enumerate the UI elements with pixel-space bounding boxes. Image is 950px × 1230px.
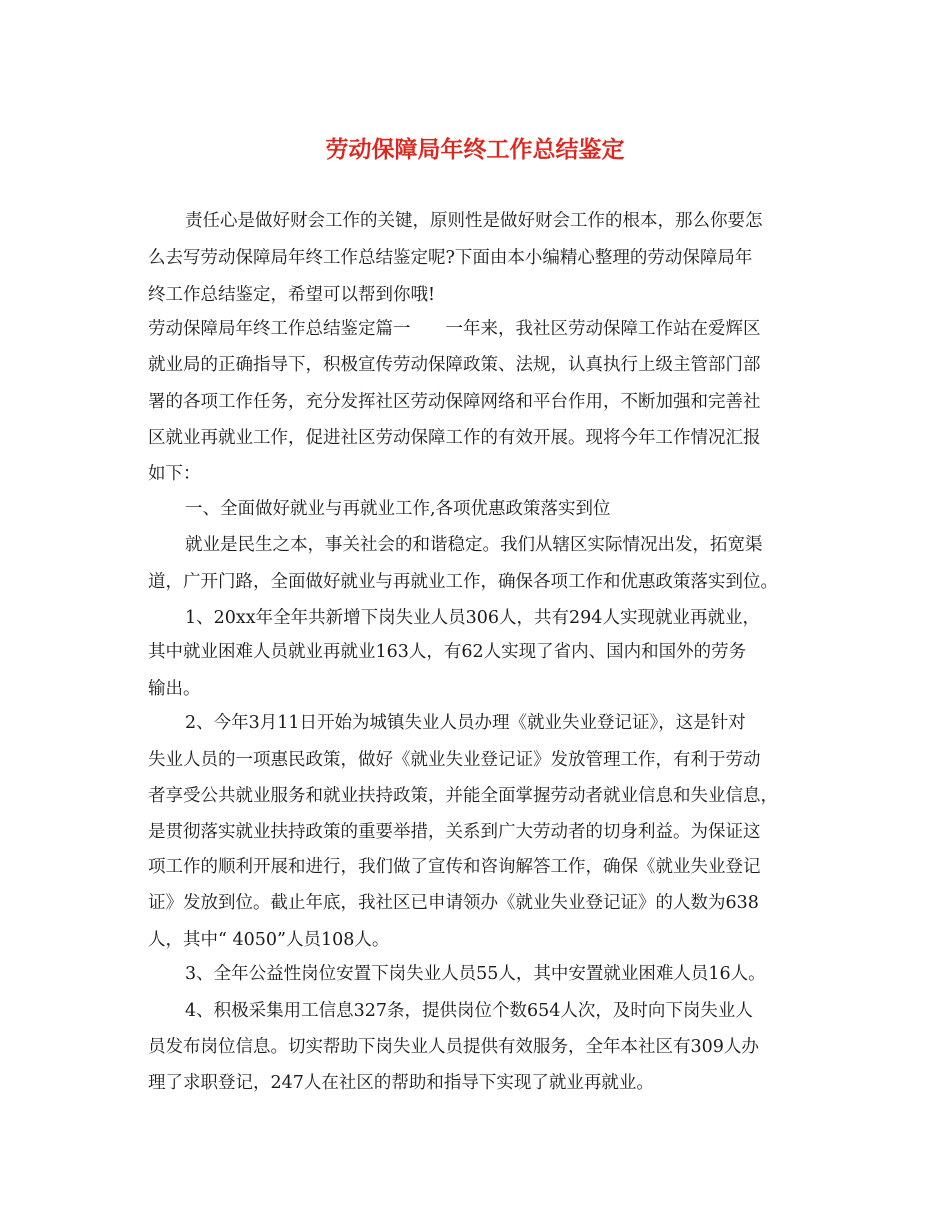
paragraph-line: 劳动保障局年终工作总结鉴定篇一 一年来，我社区劳动保障工作站在爱辉区 [148,319,761,339]
paragraph-line: 就业局的正确指导下，积极宣传劳动保障政策、法规，认真执行上级主管部门部 [148,355,761,375]
paragraph-line: 署的各项工作任务，充分发挥社区劳动保障网络和平台作用，不断加强和完善社 [148,392,761,412]
paragraph-line: 理了求职登记，247人在社区的帮助和指导下实现了就业再就业。 [148,1073,654,1093]
paragraph-line: 输出。 [148,679,201,699]
paragraph-line: 者享受公共就业服务和就业扶持政策，并能全面掌握劳动者就业信息和失业信息， [148,786,778,806]
paragraph-line: 是贯彻落实就业扶持政策的重要举措，关系到广大劳动者的切身利益。为保证这 [148,822,761,842]
paragraph-line: 失业人员的一项惠民政策，做好《就业失业登记证》发放管理工作，有利于劳动 [148,750,761,770]
paragraph-line: 员发布岗位信息。切实帮助下岗失业人员提供有效服务，全年本社区有309人办 [148,1037,759,1057]
paragraph-line: 人，其中“ 4050”人员108人。 [148,930,390,950]
paragraph-line: 道，广开门路，全面做好就业与再就业工作，确保各项工作和优惠政策落实到位。 [148,572,778,592]
paragraph-line: 其中就业困难人员就业再就业163人，有62人实现了省内、国内和国外的劳务 [148,642,747,662]
paragraph-line: 证》发放到位。截止年底，我社区已申请领办《就业失业登记证》的人数为638 [148,893,759,913]
paragraph-line: 4、积极采集用工信息327条，提供岗位个数654人次，及时向下岗失业人 [185,1001,753,1021]
paragraph-line: 1、20xx年全年共新增下岗失业人员306人，共有294人实现就业再就业， [185,608,760,628]
paragraph-line: 责任心是做好财会工作的关键，原则性是做好财会工作的根本，那么你要怎 [185,211,763,231]
paragraph-line: 3、全年公益性岗位安置下岗失业人员55人，其中安置就业困难人员16人。 [185,964,766,984]
paragraph-line: 2、今年3月11日开始为城镇失业人员办理《就业失业登记证》，这是针对 [185,713,746,733]
paragraph-line: 如下： [148,464,201,484]
paragraph-line: 区就业再就业工作，促进社区劳动保障工作的有效开展。现将今年工作情况汇报 [148,428,761,448]
section-heading: 一、全面做好就业与再就业工作,各项优惠政策落实到位 [185,499,611,519]
paragraph-line: 就业是民生之本，事关社会的和谐稳定。我们从辖区实际情况出发，拓宽渠 [185,535,763,555]
document-title: 劳动保障局年终工作总结鉴定 [325,137,625,163]
paragraph-line: 终工作总结鉴定，希望可以帮到你哦! [148,285,436,305]
paragraph-line: 么去写劳动保障局年终工作总结鉴定呢?下面由本小编精心整理的劳动保障局年 [148,248,753,268]
paragraph-line: 项工作的顺利开展和进行，我们做了宣传和咨询解答工作，确保《就业失业登记 [148,857,761,877]
